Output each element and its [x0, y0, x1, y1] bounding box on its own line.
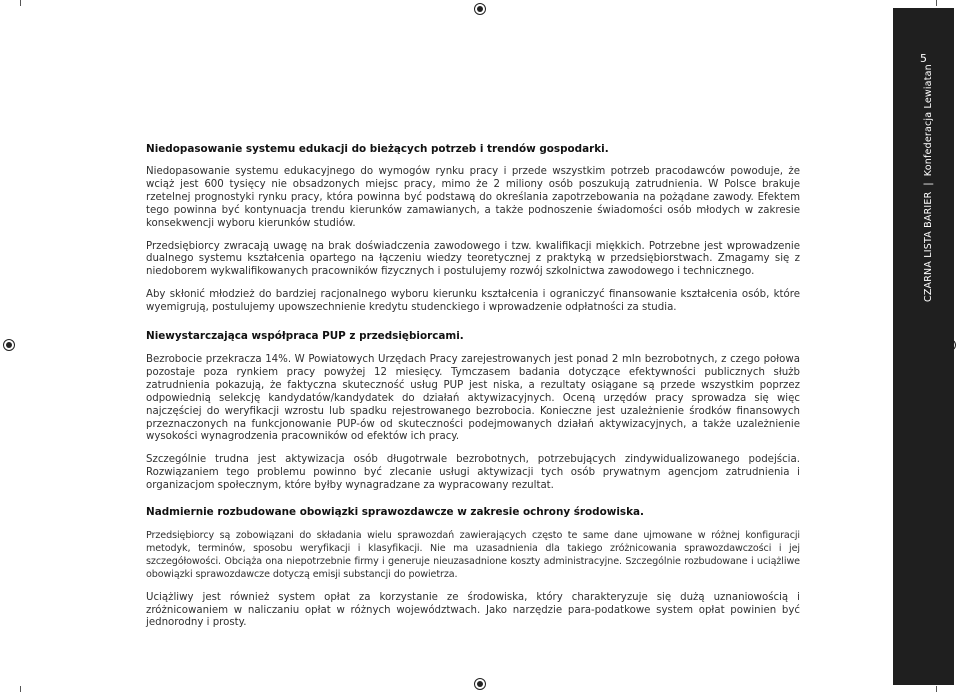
trim-line-top-left — [20, 0, 21, 6]
trim-line-bottom-left — [20, 686, 21, 692]
sidebar-title — [923, 64, 934, 302]
paragraph: Uciążliwy jest również system opłat za korzystanie ze środowiska, który charakteryzuje się dużą uznaniowością i zróżnicowaniem w naliczaniu opłat w różnych województwach. Jako narzędzie para-podatkowe system opłat powinien być jednorodny i prosty. — [146, 591, 800, 629]
sidebar — [893, 8, 954, 685]
trim-line-bottom-right — [936, 686, 937, 692]
page-number: 5 — [920, 52, 927, 65]
paragraph: Szczególnie trudna jest aktywizacja osób długotrwale bezrobotnych, potrzebujących zindywidualizowanego podejścia. Rozwiązaniem tego problemu powinno być zlecanie usługi aktywizacji tych osób prywatnym agencjom zatrudnienia i organizacjom społecznym, które byłby wynagradzane za wypracowany rezultat. — [146, 454, 800, 492]
paragraph: Przedsiębiorcy są zobowiązani do składania wielu sprawozdań zawierających często te same dane ujmowane w różnej konfiguracji metodyk, terminów, sposobu weryfikacji i klasyfikacji. Nie ma uzasadnienia dla takiego zróżnicowania sprawozdawczości i jej szczegółowości. Obciąża ona niepotrzebnie firmy i generuje nieuzasadnione koszty administracyjne. Szczególnie rozbudowane i uciążliwe obowiązki sprawozdawcze dotyczą emisji substancji do powietrza. — [146, 530, 800, 580]
section-pup — [146, 330, 800, 493]
title-separator: | — [923, 182, 934, 186]
publication-title: CZARNA LISTA BARIER — [923, 191, 934, 302]
section-heading: Niedopasowanie systemu edukacji do bieżących potrzeb i trendów gospodarki. — [146, 143, 609, 155]
registration-mark-bottom — [474, 678, 486, 690]
paragraph: Niedopasowanie systemu edukacyjnego do wymogów rynku pracy i przede wszystkim potrzeb pracodawców powoduje, że wciąż jest 600 tysięcy nie obsadzonych miejsc pracy, mimo że 2 miliony osób poszukują zatrudnienia. W Polsce brakuje rzetelnej prognostyki rynku pracy, która powinna być podstawą do określania zapotrzebowania na pożądane zawody. Efektem tego powinna być kontynuacja trendu kierunków zamawianych, a także podnoszenie świadomości osób młodych w zakresie konsekwencji wyboru kierunków studiów. — [146, 166, 800, 229]
trim-line-top-right — [936, 0, 937, 6]
paragraph: Bezrobocie przekracza 14%. W Powiatowych Urzędach Pracy zarejestrowanych jest ponad 2 mln bezrobotnych, z czego połowa pozostaje poza rynkiem pracy powyżej 12 miesięcy. Tymczasem badania dotyczące efektywności publicznych służb zatrudnienia pokazują, że faktyczna skuteczność usług PUP jest niska, a rezultaty osiągane są przede wszystkim poprzez odpowiednią selekcję kandydatów/kandydatek do działań aktywizacyjnych. Oceną urzędów pracy sprowadza się więc najczęściej do weryfikacji wzrostu lub spadku rejestrowanego bezrobocia. Konieczne jest uzależnienie środków finansowych przeznaczonych na funkcjonowanie PUP-ów od skuteczności podejmowanych działań aktywizacyjnych, a także uzależnienie wysokości wynagrodzenia pracowników od efektów ich pracy. — [146, 354, 800, 443]
registration-mark-top — [474, 3, 486, 15]
paragraph: Przedsiębiorcy zwracają uwagę na brak doświadczenia zawodowego i tzw. kwalifikacji miękkich. Potrzebne jest wprowadzenie dualnego systemu kształcenia opartego na łączeniu wiedzy teoretycznej z praktyką w przedsiębiorstwach. Zmagamy się z niedoborem wykwalifikowanych pracowników fizycznych i postulujemy rozwój szkolnictwa zawodowego i technicznego. — [146, 240, 800, 278]
organization-name: Konfederacja Lewiatan — [923, 64, 934, 177]
paragraph: Aby skłonić młodzież do bardziej racjonalnego wyboru kierunku kształcenia i ograniczyć finansowanie kształcenia osób, które wyemigrują, postulujemy upowszechnienie kredytu studenckiego i wprowadzenie odpłatności za studia. — [146, 289, 800, 314]
section-heading: Niewystarczająca współpraca PUP z przedsiębiorcami. — [146, 330, 464, 342]
section-environment — [146, 506, 800, 630]
section-education — [146, 143, 800, 315]
section-heading: Nadmiernie rozbudowane obowiązki sprawozdawcze w zakresie ochrony środowiska. — [146, 506, 644, 518]
registration-mark-left — [3, 339, 15, 351]
